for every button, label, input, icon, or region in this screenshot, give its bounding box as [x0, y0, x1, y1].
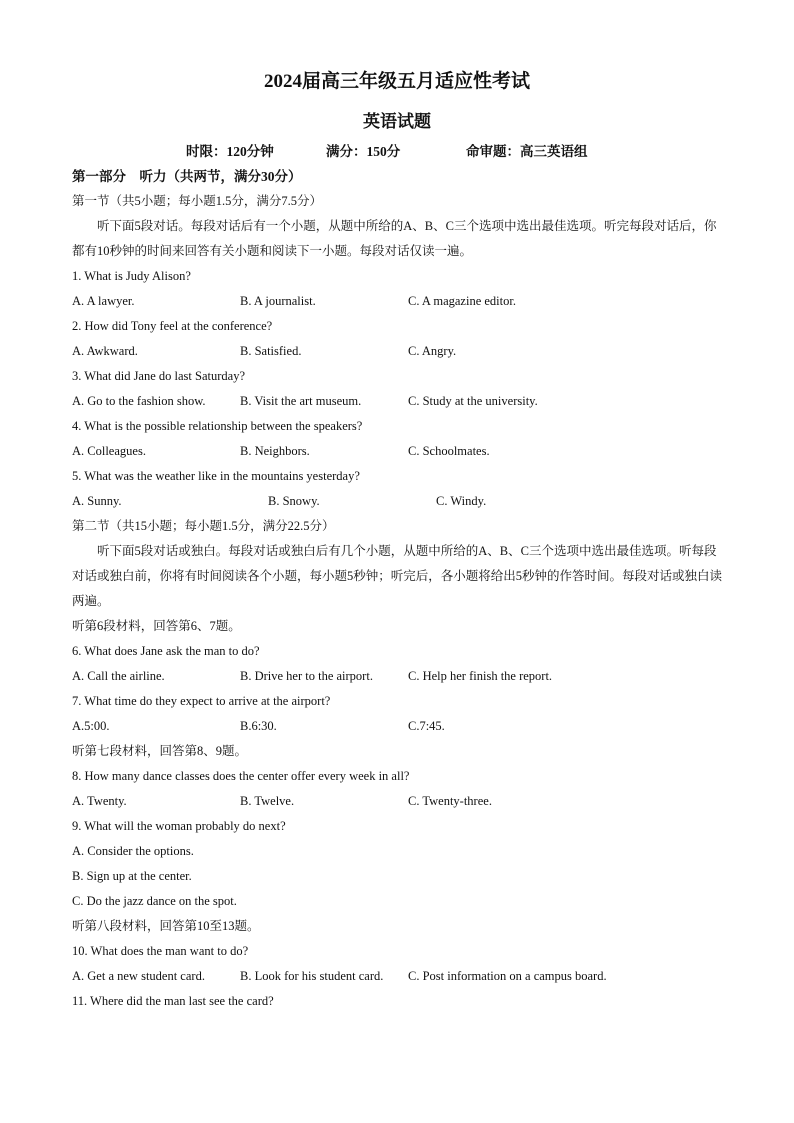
option-c: C. A magazine editor. [408, 294, 516, 308]
question-8-options [72, 789, 722, 814]
option-b: B. Sign up at the center. [72, 869, 192, 883]
question-10-options [72, 964, 722, 989]
question-4-options [72, 439, 722, 464]
option-b: B. Snowy. [268, 494, 320, 508]
option-b: B. Satisfied. [240, 344, 302, 358]
question-9: 9. What will the woman probably do next? [72, 819, 286, 833]
full-score: 满分：150分 [326, 144, 401, 159]
option-b: B. A journalist. [240, 294, 316, 308]
option-b: B. Look for his student card. [240, 969, 384, 983]
exam-author: 命审题：高三英语组 [466, 144, 588, 159]
question-3-options [72, 389, 722, 414]
option-c: C.7:45. [408, 719, 445, 733]
question-2-options [72, 339, 722, 364]
material-6-note: 听第6段材料，回答第6、7题。 [72, 619, 241, 633]
option-c: C. Schoolmates. [408, 444, 490, 458]
question-6: 6. What does Jane ask the man to do? [72, 644, 260, 658]
option-a: A.5:00. [72, 719, 110, 733]
option-b: B. Visit the art museum. [240, 394, 362, 408]
section1-instructions: 听下面5段对话。每段对话后有一个小题，从题中所给的A、B、C三个选项中选出最佳选项。听完每段对话后，你都有10秒钟的时间来回答有关小题和阅读下一小题。每段对话仅读一遍。 [72, 219, 717, 258]
option-c: C. Post information on a campus board. [408, 969, 607, 983]
option-a: A. Sunny. [72, 494, 122, 508]
option-a: A. Consider the options. [72, 844, 194, 858]
exam-page [72, 66, 722, 1014]
option-a: A. Call the airline. [72, 669, 165, 683]
option-b: B.6:30. [240, 719, 277, 733]
question-11: 11. Where did the man last see the card? [72, 994, 274, 1008]
question-8: 8. How many dance classes does the center offer every week in all? [72, 769, 410, 783]
option-a: A. Get a new student card. [72, 969, 205, 983]
option-a: A. Twenty. [72, 794, 127, 808]
question-5-options [72, 489, 722, 514]
exam-subtitle: 英语试题 [363, 112, 431, 131]
question-1-options [72, 289, 722, 314]
option-a: A. A lawyer. [72, 294, 135, 308]
section1-heading: 第一节（共5小题；每小题1.5分，满分7.5分） [72, 194, 323, 208]
option-c: C. Do the jazz dance on the spot. [72, 894, 237, 908]
section2-heading: 第二节（共15小题；每小题1.5分，满分22.5分） [72, 519, 335, 533]
exam-meta [72, 140, 722, 164]
material-8-note: 听第八段材料，回答第10至13题。 [72, 919, 260, 933]
option-a: A. Go to the fashion show. [72, 394, 206, 408]
question-7: 7. What time do they expect to arrive at the airport? [72, 694, 331, 708]
option-a: A. Awkward. [72, 344, 138, 358]
question-3: 3. What did Jane do last Saturday? [72, 369, 245, 383]
question-5: 5. What was the weather like in the mountains yesterday? [72, 469, 360, 483]
question-7-options [72, 714, 722, 739]
option-c: C. Study at the university. [408, 394, 538, 408]
question-1: 1. What is Judy Alison? [72, 269, 191, 283]
question-10: 10. What does the man want to do? [72, 944, 249, 958]
material-7-note: 听第七段材料，回答第8、9题。 [72, 744, 248, 758]
part1-heading: 第一部分 听力（共两节，满分30分） [72, 169, 302, 184]
question-4: 4. What is the possible relationship between the speakers? [72, 419, 363, 433]
time-limit: 时限：120分钟 [186, 144, 274, 159]
option-c: C. Angry. [408, 344, 457, 358]
option-b: B. Twelve. [240, 794, 295, 808]
section2-instructions: 听下面5段对话或独白。每段对话或独白后有几个小题，从题中所给的A、B、C三个选项中选出最佳选项。听每段对话或独白前，你将有时间阅读各个小题，每小题5秒钟；听完后，各小题将给出5秒钟的作答时间。每段对话或独白读两遍。 [72, 544, 723, 608]
exam-title: 2024届高三年级五月适应性考试 [263, 71, 530, 92]
question-2: 2. How did Tony feel at the conference? [72, 319, 273, 333]
option-a: A. Colleagues. [72, 444, 146, 458]
option-b: B. Drive her to the airport. [240, 669, 373, 683]
option-b: B. Neighbors. [240, 444, 310, 458]
option-c: C. Help her finish the report. [408, 669, 553, 683]
option-c: C. Twenty-three. [408, 794, 492, 808]
option-c: C. Windy. [436, 494, 487, 508]
question-6-options [72, 664, 722, 689]
